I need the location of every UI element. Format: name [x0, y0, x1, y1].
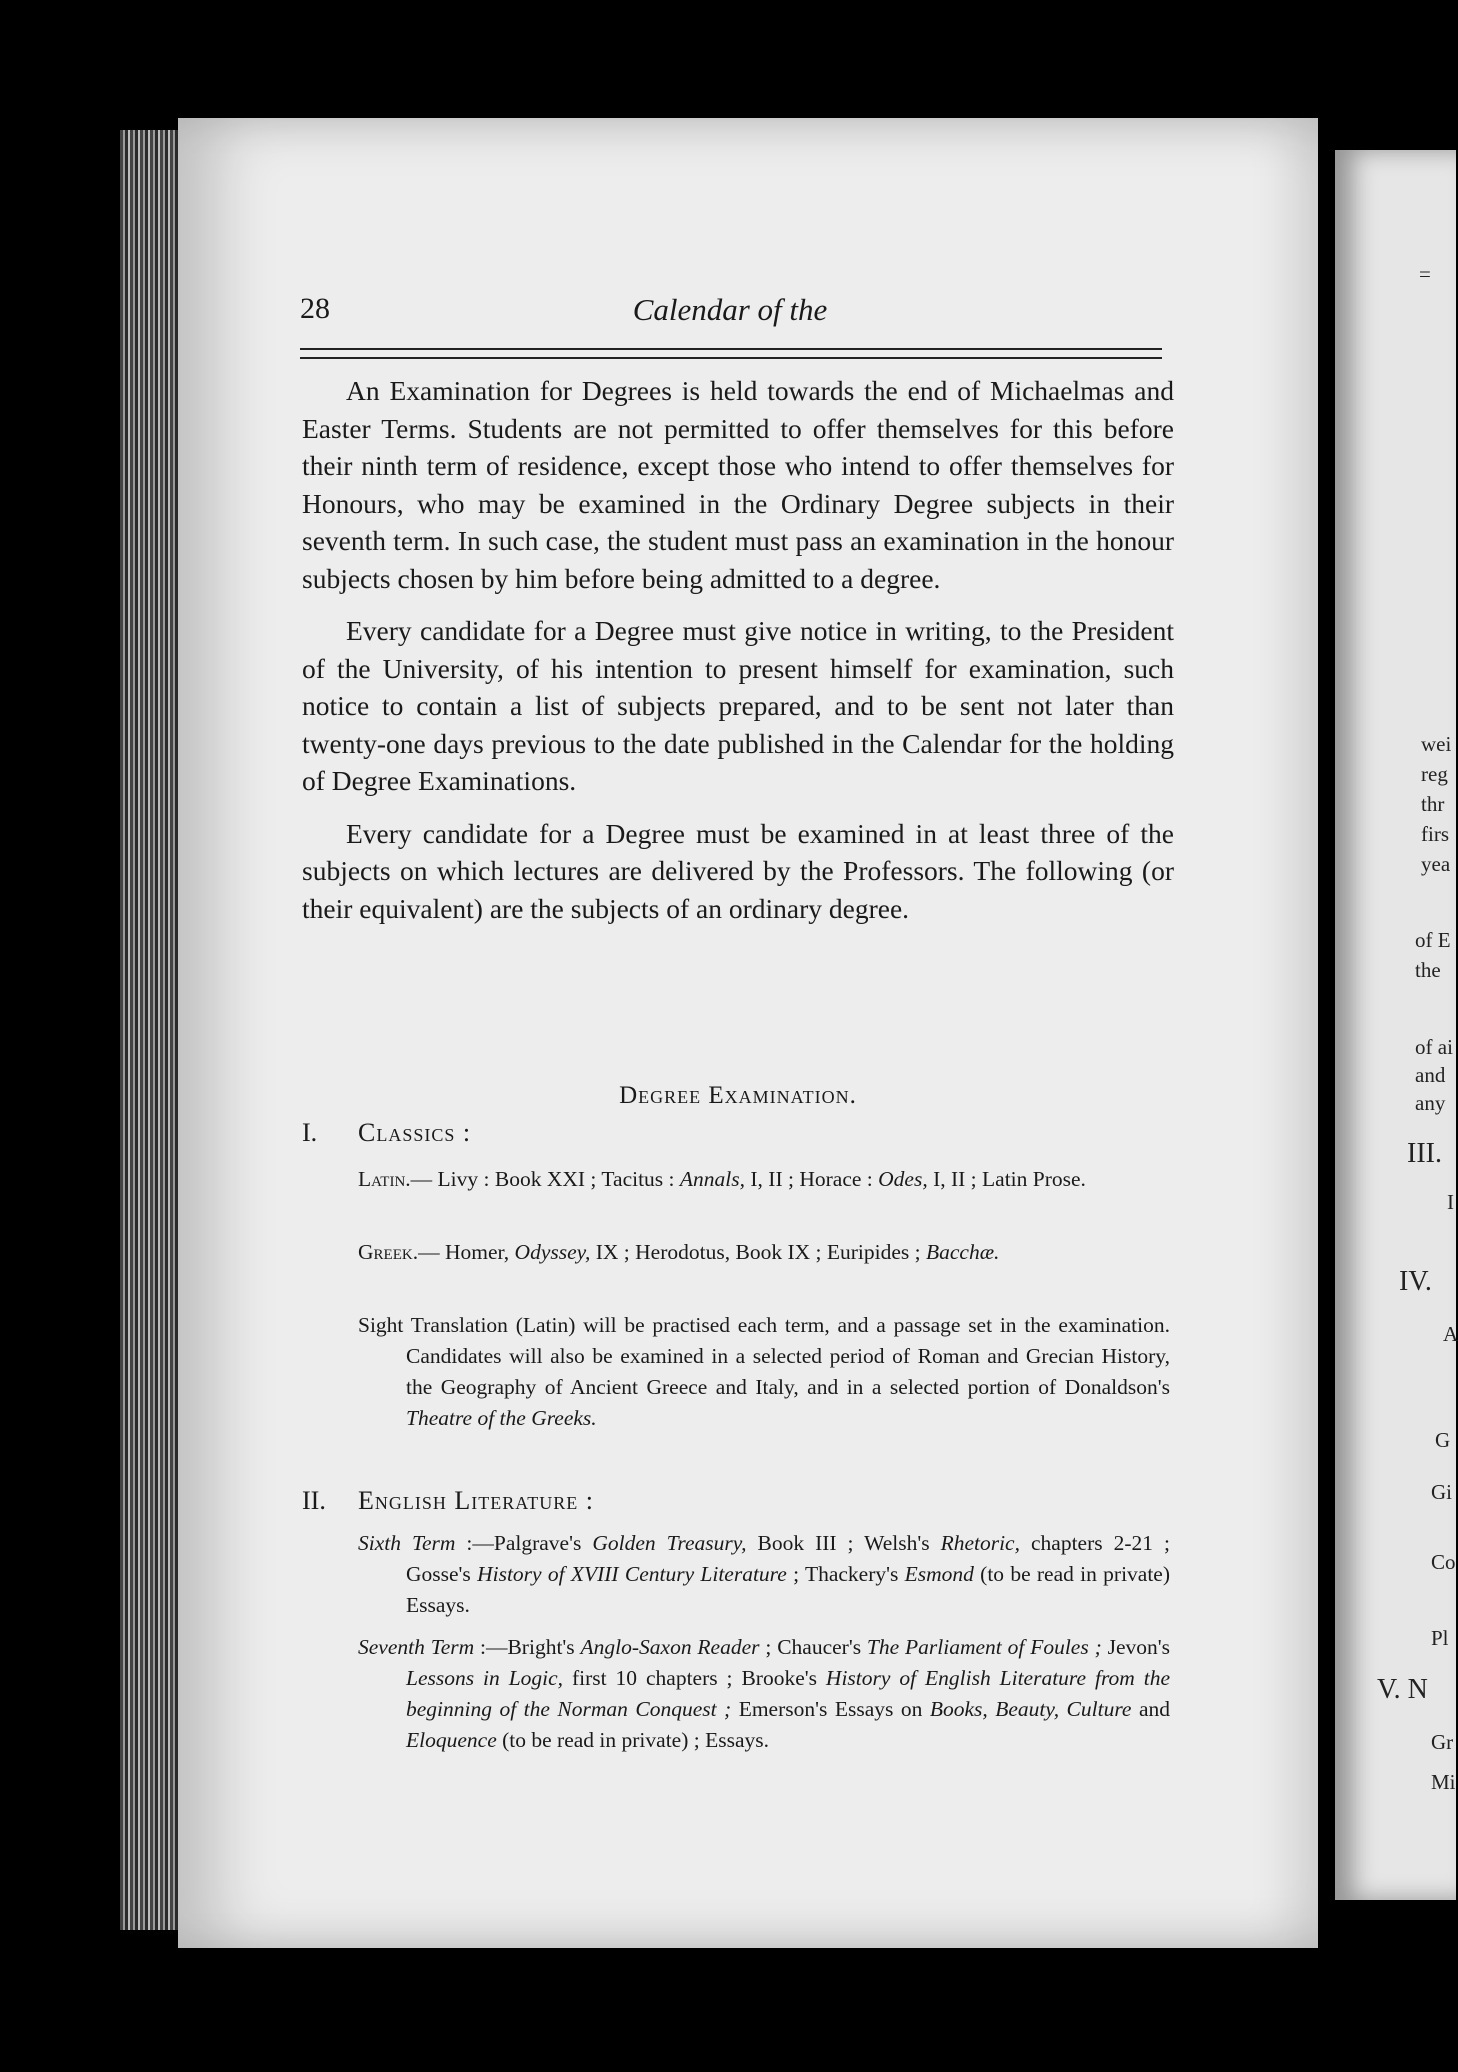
course-heading-classics [302, 1118, 1174, 1148]
page-number: 28 [300, 292, 330, 325]
facing-fragment: and [1415, 1063, 1446, 1087]
facing-fragment: I [1447, 1190, 1454, 1214]
facing-fragment: of E [1415, 928, 1451, 952]
facing-fragment: III. [1407, 1138, 1442, 1169]
facing-fragment: V. N [1377, 1674, 1428, 1705]
facing-fragment: Gr [1431, 1730, 1454, 1754]
facing-fragment: = [1419, 262, 1431, 286]
syllabus-sixth-term: Sixth Term :—Palgrave's Golden Treasury, Book III ; Welsh's Rhetoric, chapters 2-21 ; Gosse's History of XVIII Century Literature ; Thackery's Esmond (to be read in private) Essays. [358, 1531, 1171, 1617]
facing-fragment: of ai [1415, 1035, 1453, 1059]
header-rule [300, 348, 1162, 359]
facing-page [1335, 150, 1456, 1900]
facing-fragment: A [1443, 1322, 1458, 1346]
body-text [302, 372, 1174, 942]
syllabus-label: Latin. [358, 1167, 411, 1191]
section-heading: Degree Examination. [619, 1082, 857, 1109]
course-title: Classics : [358, 1118, 472, 1147]
paragraph: Every candidate for a Degree must give notice in writing, to the President of the University, of his intention to present himself for examination, such notice to contain a list of subjects prepared, and to be sent not later than twenty-one days previous to the date published in the Calendar for the holding of Degree Examinations. [302, 615, 1174, 796]
book-spine [120, 130, 180, 1930]
syllabus-greek: Greek.— Homer, Odyssey, IX ; Herodotus, Book IX ; Euripides ; Bacchæ. [358, 1240, 1000, 1264]
term-label: Sixth Term [358, 1531, 456, 1555]
paragraph: An Examination for Degrees is held towards the end of Michaelmas and Easter Terms. Students are not permitted to offer themselves for this before their ninth term of residence, except those who intend to offer themselves for Honours, who may be examined in the Ordinary Degree subjects in their seventh term. In such case, the student must pass an examination in the honour subjects chosen by him before being admitted to a degree. [302, 375, 1174, 594]
facing-fragment: firs [1421, 822, 1449, 846]
course-numeral: I. [302, 1118, 318, 1147]
course-title: English Literature : [358, 1486, 594, 1515]
syllabus-latin: Latin.— Livy : Book XXI ; Tacitus : Annals, I, II ; Horace : Odes, I, II ; Latin Prose. [358, 1167, 1086, 1191]
facing-fragment: Pl [1431, 1626, 1449, 1650]
syllabus-sight-translation: Sight Translation (Latin) will be practised each term, and a passage set in the examination. Candidates will also be examined in a selected period of Roman and Grecian History, the Geography of Ancient Greece and Italy, and in a selected portion of Donaldson's Theatre of the Greeks. [358, 1313, 1170, 1430]
course-numeral: II. [302, 1486, 326, 1515]
syllabus-label: Greek. [358, 1240, 419, 1264]
facing-fragment: any [1415, 1091, 1446, 1115]
facing-fragment: Gi [1431, 1480, 1452, 1504]
facing-fragment: Co [1431, 1550, 1456, 1574]
course-heading-english [302, 1486, 1174, 1516]
facing-fragment: reg [1421, 762, 1448, 786]
facing-fragment: Mi [1431, 1770, 1456, 1794]
facing-fragment: G [1435, 1428, 1451, 1452]
page-header [300, 292, 1160, 332]
term-label: Seventh Term [358, 1635, 475, 1659]
running-title: Calendar of the [632, 292, 828, 327]
facing-fragment: yea [1421, 852, 1451, 876]
facing-fragment: wei [1421, 732, 1452, 756]
facing-fragment: IV. [1399, 1266, 1432, 1297]
facing-fragment: thr [1421, 792, 1445, 816]
syllabus-seventh-term: Seventh Term :—Bright's Anglo-Saxon Reader ; Chaucer's The Parliament of Foules ; Jevon's Lessons in Logic, first 10 chapters ; Brooke's History of English Literature from the beginning of the Norman Conquest ; Emerson's Essays on Books, Beauty, Culture and Eloquence (to be read in private) ; Essays. [358, 1635, 1170, 1752]
facing-fragment: the [1415, 958, 1441, 982]
paragraph: Every candidate for a Degree must be examined in at least three of the subjects on which lectures are delivered by the Professors. The following (or their equivalent) are the subjects of an ordinary degree. [302, 817, 1174, 924]
